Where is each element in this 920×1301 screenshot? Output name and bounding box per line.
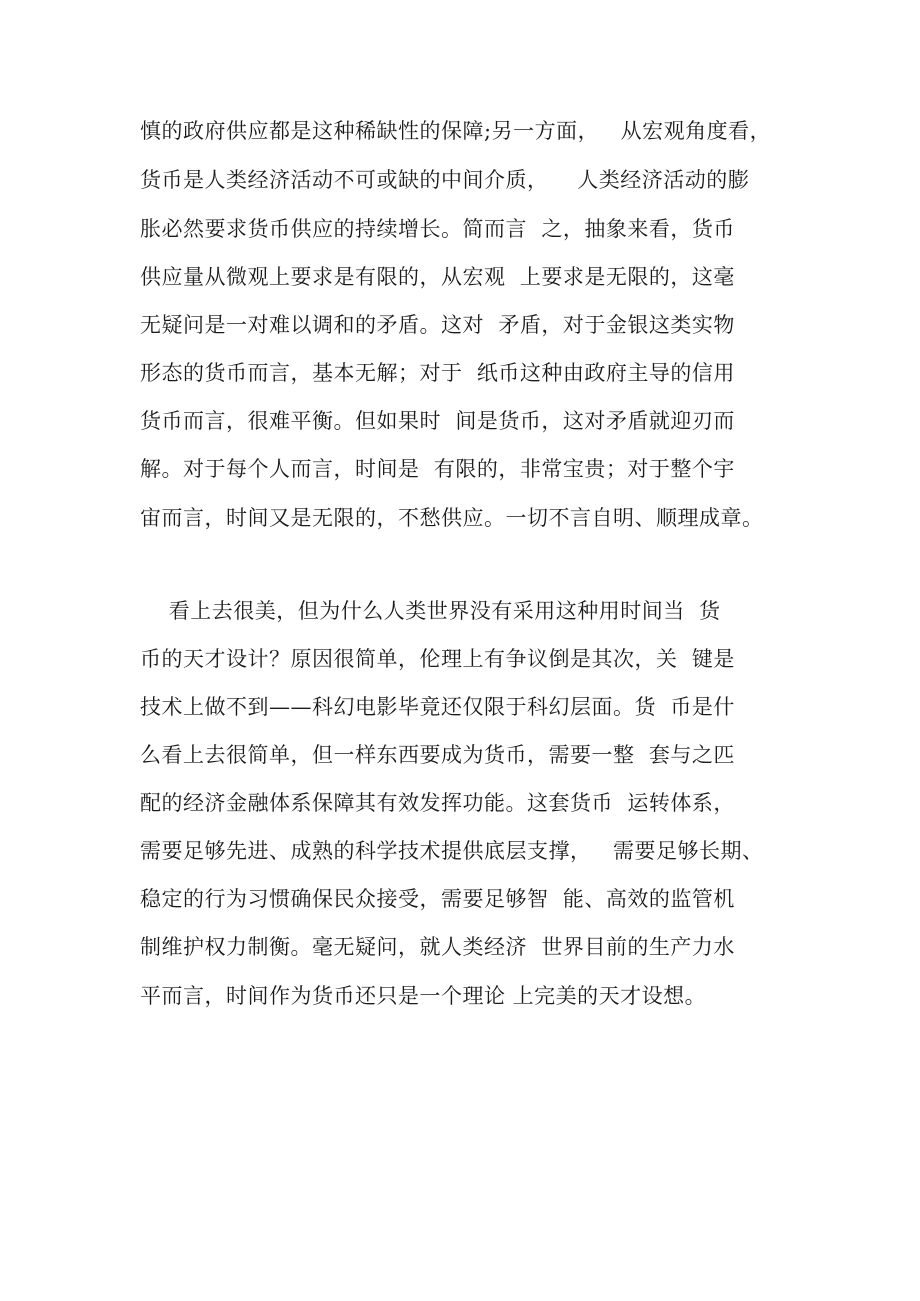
paragraph-line: 看上去很美，但为什么人类世界没有采用这种用时间当 货 xyxy=(140,599,721,623)
paragraph-line: 币的天才设计？原因很简单，伦理上有争议倒是其次，关 键是 xyxy=(140,647,735,671)
paragraph-line: 稳定的行为习惯确保民众接受，需要足够智 能、高效的监管机 xyxy=(140,887,735,911)
paragraph-line: 胀必然要求货币供应的持续增长。简而言 之，抽象来看，货币 xyxy=(140,217,735,241)
paragraph-line: 解。对于每个人而言，时间是 有限的，非常宝贵；对于整个宇 xyxy=(140,457,735,481)
paragraph-line: 技术上做不到——科幻电影毕竟还仅限于科幻层面。货 币是什 xyxy=(140,695,735,719)
paragraph-line: 形态的货币而言，基本无解；对于 纸币这种由政府主导的信用 xyxy=(140,361,735,385)
paragraph-line: 货币而言，很难平衡。但如果时 间是货币，这对矛盾就迎刃而 xyxy=(140,409,735,433)
paragraph-line: 宙而言，时间又是无限的，不愁供应。一切不言自明、顺理成章。 xyxy=(140,506,764,530)
paragraph-line: 慎的政府供应都是这种稀缺性的保障;另一方面， 从宏观角度看， xyxy=(140,119,772,143)
paragraph-line: 制维护权力制衡。毫无疑问，就人类经济 世界目前的生产力水 xyxy=(140,935,735,959)
paragraph-line: 无疑问是一对难以调和的矛盾。这对 矛盾，对于金银这类实物 xyxy=(140,313,735,337)
paragraph-line: 么看上去很简单，但一样东西要成为货币，需要一整 套与之匹 xyxy=(140,743,735,767)
paragraph-line: 供应量从微观上要求是有限的，从宏观 上要求是无限的，这毫 xyxy=(140,265,735,289)
paragraph-line: 需要足够先进、成熟的科学技术提供底层支撑， 需要足够长期、 xyxy=(140,839,764,863)
paragraph-line: 配的经济金融体系保障其有效发挥功能。这套货币 运转体系， xyxy=(140,791,735,815)
paragraph-line: 平而言，时间作为货币还只是一个理论 上完美的天才设想。 xyxy=(140,984,707,1008)
paragraph-line: 货币是人类经济活动不可或缺的中间介质， 人类经济活动的膨 xyxy=(140,168,750,192)
